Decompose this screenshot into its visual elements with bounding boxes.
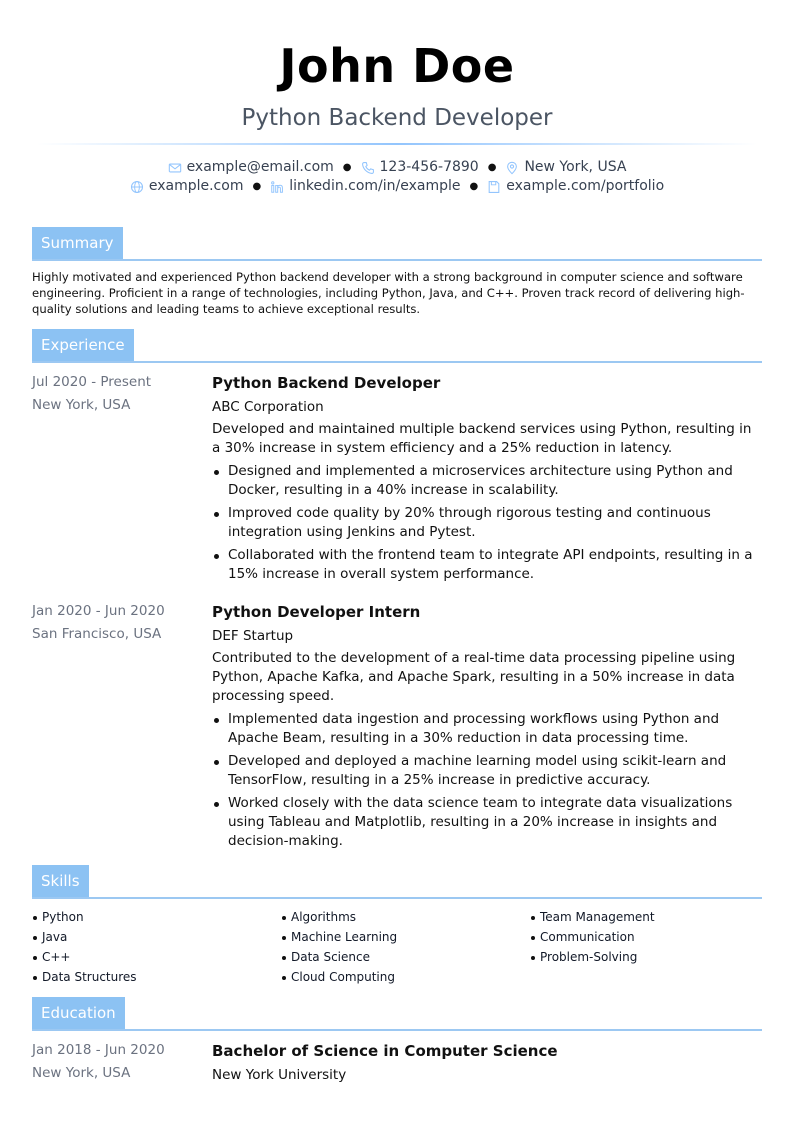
section-heading: Summary — [32, 227, 123, 259]
contact-website[interactable] — [130, 177, 244, 196]
contact-info — [0, 158, 794, 196]
separator-dot: ● — [469, 181, 479, 192]
location-pin-icon — [505, 161, 519, 175]
job-location: San Francisco, USA — [32, 626, 162, 642]
contact-row-2 — [0, 177, 794, 196]
phone-text: 123-456-7890 — [379, 159, 479, 175]
email-text: example@email.com — [186, 159, 334, 175]
candidate-name: John Doe — [279, 39, 515, 93]
job-entry — [32, 600, 762, 855]
skill-item: C++ — [32, 947, 281, 967]
job-entry — [32, 371, 762, 588]
list-item: Designed and implemented a microservices architecture using Python and Docker, resulting in a 40% increase in scalability. — [212, 462, 762, 500]
contact-phone[interactable] — [361, 158, 479, 177]
section-heading: Skills — [32, 865, 89, 897]
job-description: Contributed to the development of a real-time data processing pipeline using Python, Apache Kafka, and Apache Spark, resulting in a 50% increase in data processing speed. — [212, 650, 736, 704]
contact-email[interactable] — [168, 158, 334, 177]
separator-dot: ● — [342, 162, 352, 173]
skills-column — [281, 907, 530, 987]
education-details — [212, 1039, 762, 1085]
job-bullets — [212, 462, 762, 584]
contact-location — [505, 158, 626, 177]
job-location: New York, USA — [32, 397, 131, 413]
degree-title: Bachelor of Science in Computer Science — [212, 1042, 558, 1060]
experience-section — [32, 331, 762, 855]
education-meta — [32, 1039, 212, 1085]
list-item: Collaborated with the frontend team to integrate API endpoints, resulting in a 15% increase in overall system performance. — [212, 546, 762, 584]
skill-item: Data Structures — [32, 967, 281, 987]
education-section — [32, 999, 762, 1085]
skills-column — [530, 907, 762, 987]
job-bullets — [212, 710, 762, 851]
phone-icon — [361, 161, 375, 175]
contact-linkedin[interactable] — [270, 177, 460, 196]
job-meta — [32, 600, 212, 855]
list-item: Worked closely with the data science team to integrate data visualizations using Tableau and Matplotlib, resulting in a 20% increase in insights and decision-making. — [212, 794, 762, 851]
section-heading: Experience — [32, 329, 134, 361]
section-heading-bar — [32, 229, 762, 261]
header-divider — [37, 143, 757, 145]
job-title-headline: Python Backend Developer — [241, 105, 553, 131]
contact-portfolio[interactable] — [487, 177, 664, 196]
separator-dot: ● — [487, 162, 497, 173]
skill-item: Problem-Solving — [530, 947, 762, 967]
skills-section — [32, 867, 762, 987]
globe-icon — [130, 180, 144, 194]
education-dates: Jan 2018 - Jun 2020 — [32, 1042, 165, 1058]
portfolio-icon — [487, 180, 501, 194]
linkedin-text: linkedin.com/in/example — [289, 178, 461, 194]
mail-icon — [168, 161, 182, 175]
contact-row-1 — [0, 158, 794, 177]
list-item: Improved code quality by 20% through rigorous testing and continuous integration using Jenkins and Pytest. — [212, 504, 762, 542]
resume-header — [0, 0, 794, 145]
job-company: DEF Startup — [212, 628, 294, 644]
section-heading-bar — [32, 867, 762, 899]
job-title: Python Backend Developer — [212, 374, 441, 392]
summary-text: Highly motivated and experienced Python backend developer with a strong background in computer science and software engineering. Proficient in a range of technologies, including Python, Java, and C++. Proven track record of delivering high-quality solutions and leading teams to achieve exceptional results. — [32, 270, 745, 316]
skills-column — [32, 907, 281, 987]
skill-item: Cloud Computing — [281, 967, 530, 987]
job-dates: Jan 2020 - Jun 2020 — [32, 603, 165, 619]
job-company: ABC Corporation — [212, 399, 324, 415]
skills-grid — [32, 907, 762, 987]
summary-section — [32, 229, 762, 317]
education-location: New York, USA — [32, 1065, 131, 1081]
location-text: New York, USA — [524, 159, 627, 175]
job-description: Developed and maintained multiple backend services using Python, resulting in a 30% increase in system efficiency and a 25% reduction in latency. — [212, 421, 752, 456]
skill-item: Java — [32, 927, 281, 947]
skill-item: Python — [32, 907, 281, 927]
school-name: New York University — [212, 1067, 347, 1083]
skill-item: Algorithms — [281, 907, 530, 927]
job-dates: Jul 2020 - Present — [32, 374, 152, 390]
skill-item: Machine Learning — [281, 927, 530, 947]
section-heading: Education — [32, 997, 125, 1029]
list-item: Implemented data ingestion and processing workflows using Python and Apache Beam, resulting in a 30% reduction in data processing time. — [212, 710, 762, 748]
job-meta — [32, 371, 212, 588]
skill-item: Team Management — [530, 907, 762, 927]
linkedin-icon — [270, 180, 284, 194]
separator-dot: ● — [252, 181, 262, 192]
job-details — [212, 600, 762, 855]
list-item: Developed and deployed a machine learning model using scikit-learn and TensorFlow, resulting in a 25% increase in predictive accuracy. — [212, 752, 762, 790]
job-details — [212, 371, 762, 588]
website-text: example.com — [148, 178, 244, 194]
section-heading-bar — [32, 331, 762, 363]
education-entry — [32, 1039, 762, 1085]
job-title: Python Developer Intern — [212, 603, 421, 621]
section-heading-bar — [32, 999, 762, 1031]
skill-item: Communication — [530, 927, 762, 947]
portfolio-text: example.com/portfolio — [506, 178, 665, 194]
skill-item: Data Science — [281, 947, 530, 967]
